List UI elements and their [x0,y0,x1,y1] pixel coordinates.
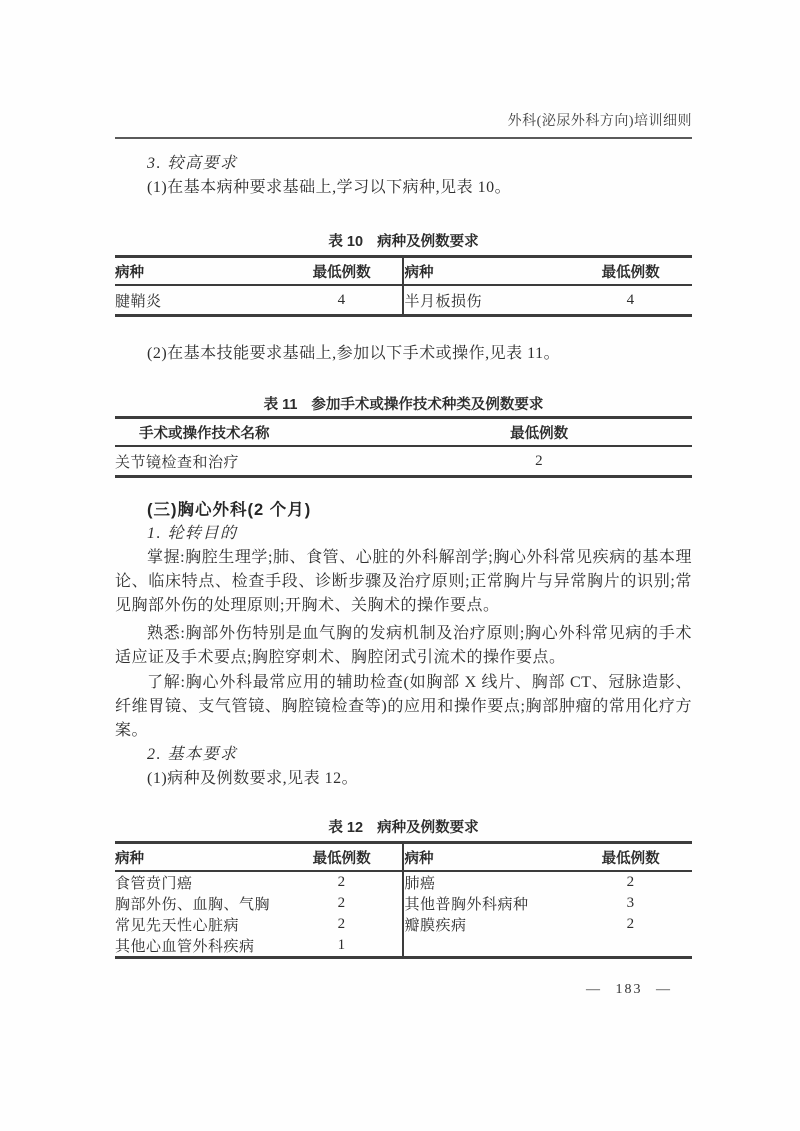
table-row [115,914,692,935]
para-table12-intro: (1)病种及例数要求,见表 12。 [147,770,359,787]
table-cell: 其他普胸外科病种 [403,893,569,914]
heading-rotation-purpose: 1. 轮转目的 [147,525,238,542]
table-cell: 其他心血管外科疾病 [115,939,255,955]
heading-thoracic-cardiac-surgery: (三)胸心外科(2 个月) [147,501,312,519]
table-cell: 2 [337,895,346,911]
table12-caption [115,819,692,837]
table-cell: 4 [337,291,346,308]
table12 [115,841,692,959]
heading-basic-requirements: 2. 基本要求 [147,746,238,763]
table11-caption [115,396,692,414]
table12-caption-text: 病种及例数要求 [377,820,479,836]
table10 [115,255,692,317]
table-cell: 2 [337,874,346,890]
para-table11-intro: (2)在基本技能要求基础上,参加以下手术或操作,见表 11。 [147,345,561,362]
table-cell: 4 [626,291,635,308]
running-head: 外科(泌尿外科方向)培训细则 [507,114,692,129]
table-cell: 1 [337,937,346,953]
column-header: 病种 [115,843,281,872]
table-cell: 常见先天性心脏病 [115,918,240,934]
table-cell: 2 [626,874,635,890]
table12-header-row [115,843,692,872]
para-table10-intro: (1)在基本病种要求基础上,学习以下病种,见表 10。 [147,179,512,196]
table-row [115,935,692,958]
table12-caption-label: 表 12 [328,820,364,836]
table-cell: 2 [337,916,346,932]
table10-caption [115,233,692,251]
table-row [115,446,692,477]
table11 [115,416,692,478]
heading-higher-requirements: 3. 较高要求 [147,155,238,172]
column-header: 最低例数 [386,418,692,447]
column-header: 最低例数 [281,843,404,872]
para-familiar: 熟悉:胸部外伤特别是血气胸的发病机制及治疗原则;胸心外科常见病的手术适应证及手术要点;胸腔穿刺术、胸腔闭式引流术的操作要点。 [115,625,692,666]
column-header: 病种 [115,257,281,286]
table11-caption-text: 参加手术或操作技术种类及例数要求 [311,397,544,413]
column-header: 最低例数 [569,843,692,872]
column-header: 病种 [403,843,569,872]
table10-caption-text: 病种及例数要求 [377,234,479,250]
table-cell [569,935,692,958]
para-understand: 了解:胸心外科最常应用的辅助检查(如胸部 X 线片、胸部 CT、冠脉造影、纤维胃镜、支气管镜、胸腔镜检查等)的应用和操作要点;胸部肿瘤的常用化疗方案。 [115,674,692,739]
table-row [115,285,692,316]
header-rule [115,137,692,139]
table11-header-row [115,418,692,447]
table-cell: 腱鞘炎 [115,293,162,310]
column-header: 手术或操作技术名称 [115,418,386,447]
table11-caption-label: 表 11 [263,397,298,413]
table10-header-row [115,257,692,286]
column-header: 最低例数 [281,257,404,286]
table-cell: 半月板损伤 [403,285,569,316]
table-cell: 3 [626,895,635,911]
table-row [115,871,692,893]
column-header: 病种 [403,257,569,286]
table-cell: 胸部外伤、血胸、气胸 [115,897,271,913]
table-cell: 关节镜检查和治疗 [115,454,240,471]
page-number: — 183 — [586,982,672,997]
table-cell: 2 [626,916,635,932]
table-cell: 2 [535,452,544,469]
table-cell: 瓣膜疾病 [403,914,569,935]
para-master: 掌握:胸腔生理学;肺、食管、心脏的外科解剖学;胸心外科常见疾病的基本理论、临床特点、检查手段、诊断步骤及治疗原则;正常胸片与异常胸片的识别;常见胸部外伤的处理原则;开胸术、关胸术的操作要点。 [115,549,692,614]
table-row [115,893,692,914]
table10-caption-label: 表 10 [328,234,364,250]
column-header: 最低例数 [569,257,692,286]
table-cell: 肺癌 [403,871,569,893]
table-cell [403,935,569,958]
table-cell: 食管贲门癌 [115,876,193,892]
